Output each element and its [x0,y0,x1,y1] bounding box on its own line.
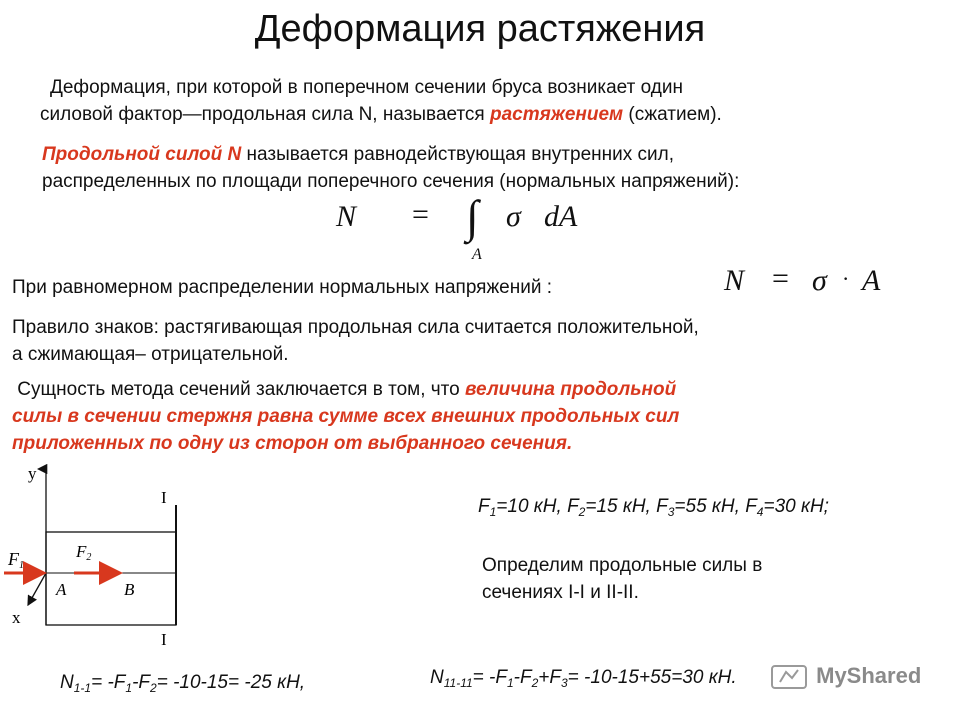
eq1-sub-1: 1 [125,681,133,695]
formula2-n: N [724,264,745,297]
method-emphasis-3: приложенных по одну из сторон от выбранного сечения. [12,433,573,454]
sign-rule-line-2: а сжимающая– отрицательной. [12,344,289,365]
sign-rule-line-1: Правило знаков: растягивающая продольная сила считается положительной, [12,317,699,338]
given-f3-value: =55 кН, [674,496,746,517]
method-emphasis-2: силы в сечении стержня равна сумме всех внешних продольных сил [12,406,680,427]
eq2-sub-1: 1 [506,676,514,690]
eq1-part-1: = -F [91,672,126,693]
eq1-n: N [60,672,74,693]
task-line-1: Определим продольные силы в [482,555,763,576]
force-f2-label: F2 [76,542,92,563]
x-axis-label: x [12,608,21,627]
section-label-bottom: I [161,630,167,649]
page-title: Деформация растяжения [254,8,706,50]
eq2-part-2: -F [513,667,532,688]
eq2-part-1: = -F [472,667,507,688]
task-statement [482,552,762,606]
equation-section-2 [430,667,737,689]
equation-section-1 [60,672,305,694]
formula-equals: = [412,198,429,231]
formula-da: dA [544,200,578,233]
given-f2-sub: 2 [578,505,586,519]
method-of-sections [12,376,679,457]
given-f1-value: =10 кН, [496,496,568,517]
formula-sigma: σ [506,200,521,233]
given-f4-name: F [745,496,757,517]
definition-line-2-start: силовой фактор—продольная сила N, называется [40,104,490,125]
formula2-dot: · [842,266,850,291]
point-a-label: A [56,580,67,599]
section-label-top: I [161,488,167,507]
definition-line-2 [40,101,722,128]
axial-force-line-1: называется равнодействующая внутренних сил, [241,144,674,165]
method-emphasis-1: величина продольной [465,379,677,400]
uniform-distribution-line: При равномерном распределении нормальных напряжений : [12,277,553,298]
eq2-sub-3: 3 [560,676,568,690]
eq1-part-3: = -10-15= -25 кН, [156,672,306,693]
formula2-equals: = [772,262,789,295]
eq2-part-4: = -10-15+55=30 кН. [567,667,737,688]
given-f4-sub: 4 [756,505,764,519]
integral-sign: ∫ [466,191,479,242]
term-tension: растяжением [490,104,624,125]
given-f3-name: F [656,496,668,517]
definition-line-2-end: (сжатием). [623,104,722,125]
x-axis [28,573,46,605]
sign-rule [12,314,699,368]
eq2-part-3: +F [538,667,561,688]
given-f1-name: F [478,496,490,517]
force-f1-label: F1 [8,549,24,571]
beam-body [46,532,176,625]
given-f3-sub: 3 [667,505,675,519]
eq1-n-sub: 1-1 [73,681,92,695]
beam-diagram [0,455,260,655]
formula2-sigma: σ [812,264,827,297]
eq1-sub-2: 2 [150,681,157,695]
eq2-n: N [430,667,444,688]
eq2-sub-2: 2 [531,676,539,690]
eq2-n-sub: 11-11 [443,676,473,690]
eq1-part-2: -F [132,672,151,693]
given-f1-sub: 1 [489,505,497,519]
formula2-a: A [862,264,881,297]
given-forces [478,496,829,518]
point-b-label: B [124,580,135,599]
integral-subscript: A [472,246,482,263]
watermark-logo-icon [770,662,810,692]
task-line-2: сечениях I-I и II-II. [482,582,639,603]
given-f2-value: =15 кН, [585,496,657,517]
formula-n: N [336,200,357,233]
y-axis-label: y [28,464,37,483]
axial-force-definition [42,141,739,195]
definition-paragraph [50,74,683,101]
term-axial-force: Продольной силой N [42,144,242,165]
watermark-text: MyShared [816,662,922,688]
uniform-distribution-text [12,274,552,301]
method-line-1-start: Сущность метода сечений заключается в том, что [17,379,466,400]
axial-force-line-2: распределенных по площади поперечного сечения (нормальных напряжений): [42,171,740,192]
definition-line-1: Деформация, при которой в поперечном сечении бруса возникает один [50,77,683,98]
given-f2-name: F [567,496,579,517]
watermark [770,662,921,692]
given-f4-value: =30 кН; [763,496,829,517]
